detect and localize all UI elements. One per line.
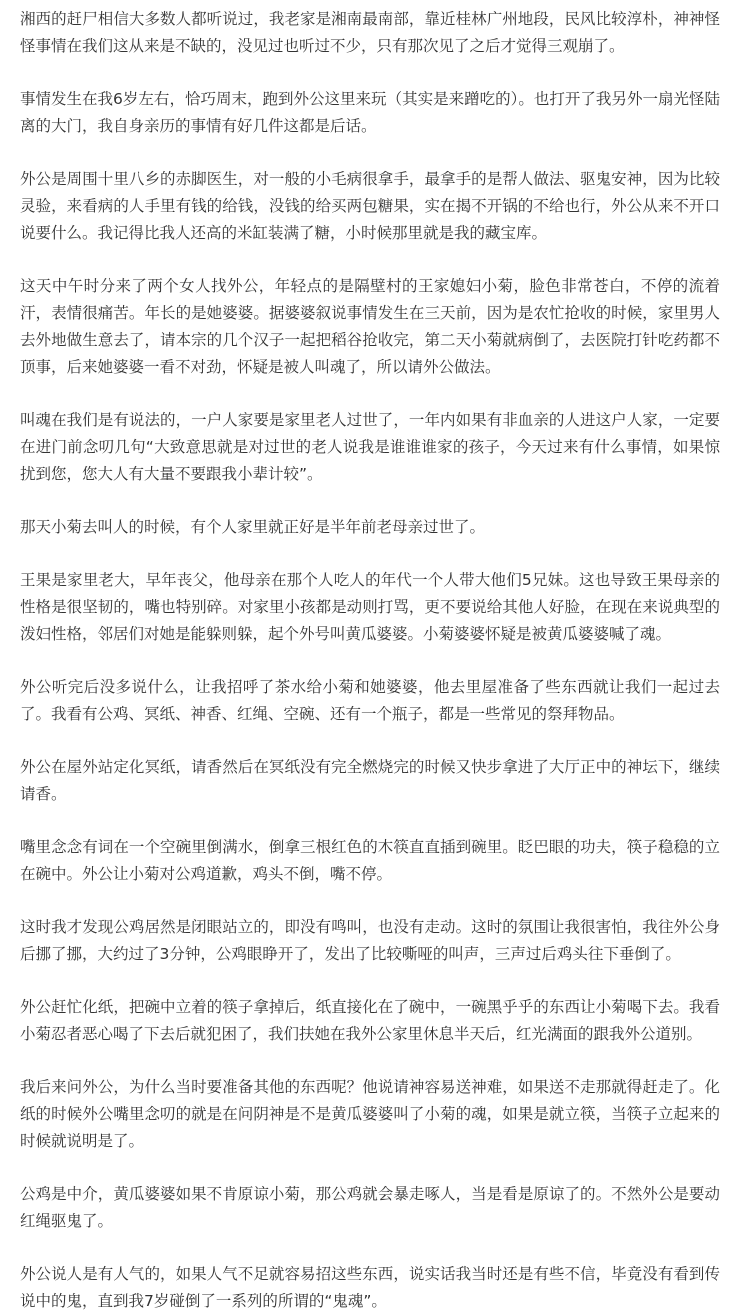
paragraph: 外公是周围十里八乡的赤脚医生，对一般的小毛病很拿手，最拿手的是帮人做法、驱鬼安神，因为比较灵验，来看病的人手里有钱的给钱，没钱的给买两包糖果，实在揭不开锅的不给也行，外公从来不开口说要什么。我记得比我人还高的米缸装满了糖，小时候那里就是我的藏宝库。	[20, 170, 720, 242]
paragraph: 外公赶忙化纸，把碗中立着的筷子拿掉后，纸直接化在了碗中，一碗黑乎乎的东西让小菊喝下去。我看小菊忍者恶心喝了下去后就犯困了，我们扶她在我外公家里休息半天后，红光满面的跟我外公道别。	[20, 998, 720, 1043]
paragraph: 事情发生在我6岁左右，恰巧周末，跑到外公这里来玩（其实是来蹭吃的）。也打开了我另外一扇光怪陆离的大门，我自身亲历的事情有好几件这都是后话。	[20, 90, 720, 135]
paragraph: 这天中午时分来了两个女人找外公，年轻点的是隔壁村的王家媳妇小菊，脸色非常苍白，不停的流着汗，表情很痛苦。年长的是她婆婆。据婆婆叙说事情发生在三天前，因为是农忙抢收的时候，家里男人去外地做生意去了，请本宗的几个汉子一起把稻谷抢收完，第二天小菊就病倒了，去医院打针吃药都不顶事，后来她婆婆一看不对劲，怀疑是被人叫魂了，所以请外公做法。	[20, 277, 720, 376]
paragraph: 外公说人是有人气的，如果人气不足就容易招这些东西，说实话我当时还是有些不信，毕竟没有看到传说中的鬼，直到我7岁碰倒了一系列的所谓的“鬼魂”。	[20, 1265, 720, 1310]
paragraph: 我后来问外公，为什么当时要准备其他的东西呢？他说请神容易送神难，如果送不走那就得赶走了。化纸的时候外公嘴里念叨的就是在问阴神是不是黄瓜婆婆叫了小菊的魂，如果是就立筷，当筷子立起来的时候就说明是了。	[20, 1078, 720, 1150]
paragraph: 那天小菊去叫人的时候，有个人家里就正好是半年前老母亲过世了。	[20, 518, 486, 536]
article-body	[20, 6, 720, 1315]
paragraph: 湘西的赶尸相信大多数人都听说过，我老家是湘南最南部，靠近桂林广州地段，民风比较淳朴，神神怪怪事情在我们这从来是不缺的，没见过也听过不少，只有那次见了之后才觉得三观崩了。	[20, 10, 720, 55]
paragraph: 王果是家里老大，早年丧父，他母亲在那个人吃人的年代一个人带大他们5兄妹。这也导致王果母亲的性格是很坚韧的，嘴也特别碎。对家里小孩都是动则打骂，更不要说给其他人好脸，在现在来说典型的泼妇性格，邻居们对她是能躲则躲，起个外号叫黄瓜婆婆。小菊婆婆怀疑是被黄瓜婆婆喊了魂。	[20, 571, 720, 643]
paragraph: 嘴里念念有词在一个空碗里倒满水，倒拿三根红色的木筷直直插到碗里。眨巴眼的功夫，筷子稳稳的立在碗中。外公让小菊对公鸡道歉，鸡头不倒，嘴不停。	[20, 838, 720, 883]
paragraph: 叫魂在我们是有说法的，一户人家要是家里老人过世了，一年内如果有非血亲的人进这户人家，一定要在进门前念叨几句“大致意思就是对过世的老人说我是谁谁谁家的孩子，今天过来有什么事情，如果惊扰到您，您大人有大量不要跟我小辈计较”。	[20, 411, 720, 483]
paragraph: 外公听完后没多说什么，让我招呼了茶水给小菊和她婆婆，他去里屋准备了些东西就让我们一起过去了。我看有公鸡、冥纸、神香、红绳、空碗、还有一个瓶子，都是一些常见的祭拜物品。	[20, 678, 720, 723]
paragraph: 这时我才发现公鸡居然是闭眼站立的，即没有鸣叫，也没有走动。这时的氛围让我很害怕，我往外公身后挪了挪，大约过了3分钟，公鸡眼睁开了，发出了比较嘶哑的叫声，三声过后鸡头往下垂倒了。	[20, 918, 720, 963]
paragraph: 公鸡是中介，黄瓜婆婆如果不肯原谅小菊，那公鸡就会暴走啄人，当是看是原谅了的。不然外公是要动红绳驱鬼了。	[20, 1185, 720, 1230]
paragraph: 外公在屋外站定化冥纸，请香然后在冥纸没有完全燃烧完的时候又快步拿进了大厅正中的神坛下，继续请香。	[20, 758, 720, 803]
